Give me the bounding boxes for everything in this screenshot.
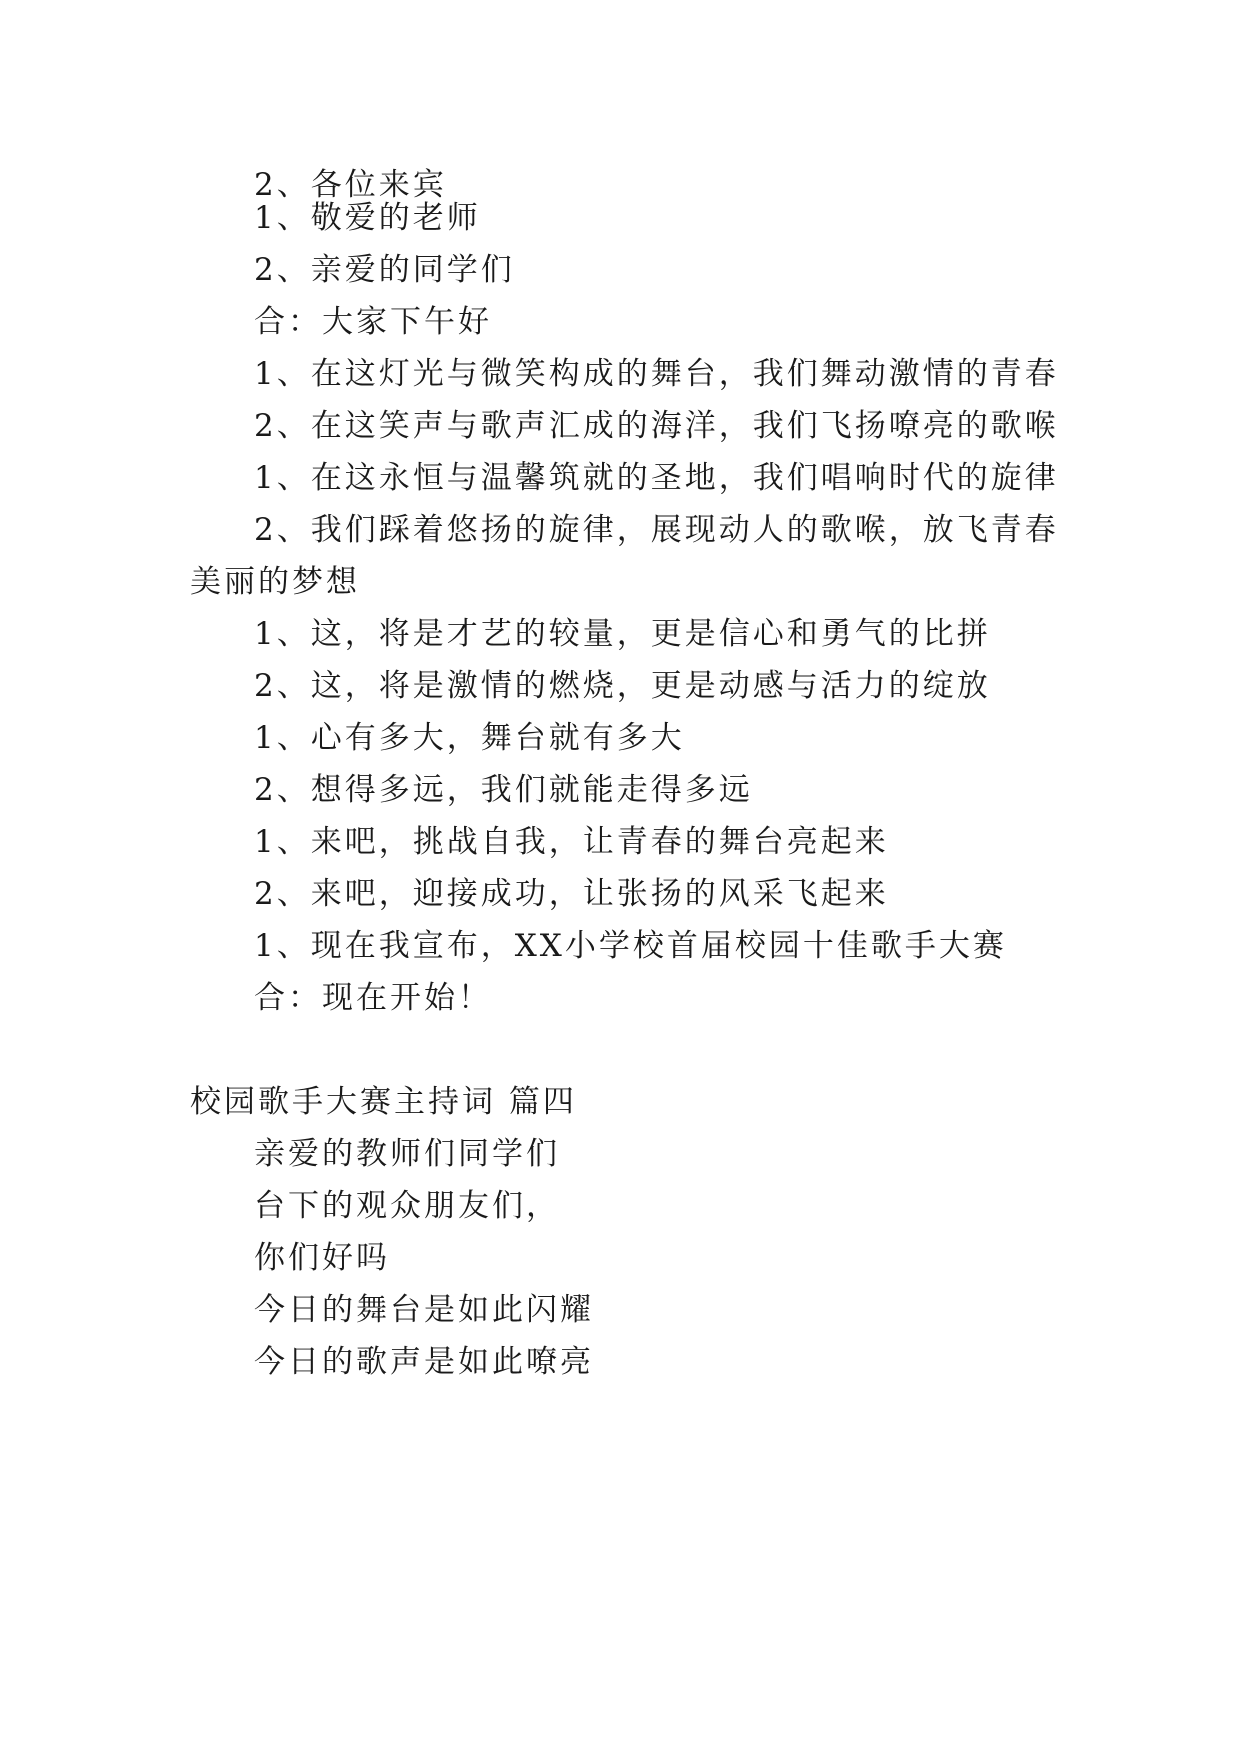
text-line: 1、在这永恒与温馨筑就的圣地，我们唱响时代的旋律 xyxy=(254,460,1059,496)
text-line: 1、来吧，挑战自我，让青春的舞台亮起来 xyxy=(254,824,889,860)
text-line: 2、想得多远，我们就能走得多远 xyxy=(254,772,753,808)
text-line: 2、在这笑声与歌声汇成的海洋，我们飞扬嘹亮的歌喉 xyxy=(254,408,1059,444)
text-line: 台下的观众朋友们， xyxy=(254,1188,560,1224)
text-line: 1、敬爱的老师 xyxy=(254,200,481,236)
text-line: 合：大家下午好 xyxy=(254,304,492,340)
text-line: 2、来吧，迎接成功，让张扬的风采飞起来 xyxy=(254,876,889,912)
text-line-continuation: 美丽的梦想 xyxy=(190,564,360,600)
text-line: 2、亲爱的同学们 xyxy=(254,252,515,288)
text-line: 1、现在我宣布，XX小学校首届校园十佳歌手大赛 xyxy=(254,928,1007,964)
text-line: 2、我们踩着悠扬的旋律，展现动人的歌喉，放飞青春 xyxy=(254,512,1059,548)
text-line: 1、心有多大，舞台就有多大 xyxy=(254,720,685,756)
text-line: 亲爱的教师们同学们 xyxy=(254,1136,560,1172)
text-line: 2、这，将是激情的燃烧，更是动感与活力的绽放 xyxy=(254,668,991,704)
text-line: 1、在这灯光与微笑构成的舞台，我们舞动激情的青春 xyxy=(254,356,1059,392)
text-line: 今日的歌声是如此嘹亮 xyxy=(254,1344,594,1380)
text-line: 今日的舞台是如此闪耀 xyxy=(254,1292,594,1328)
section-heading: 校园歌手大赛主持词 篇四 xyxy=(190,1084,577,1120)
text-line: 你们好吗 xyxy=(254,1240,390,1276)
text-line: 合：现在开始！ xyxy=(254,980,492,1016)
text-line: 2、各位来宾 xyxy=(254,167,447,203)
text-line: 1、这，将是才艺的较量，更是信心和勇气的比拼 xyxy=(254,616,991,652)
